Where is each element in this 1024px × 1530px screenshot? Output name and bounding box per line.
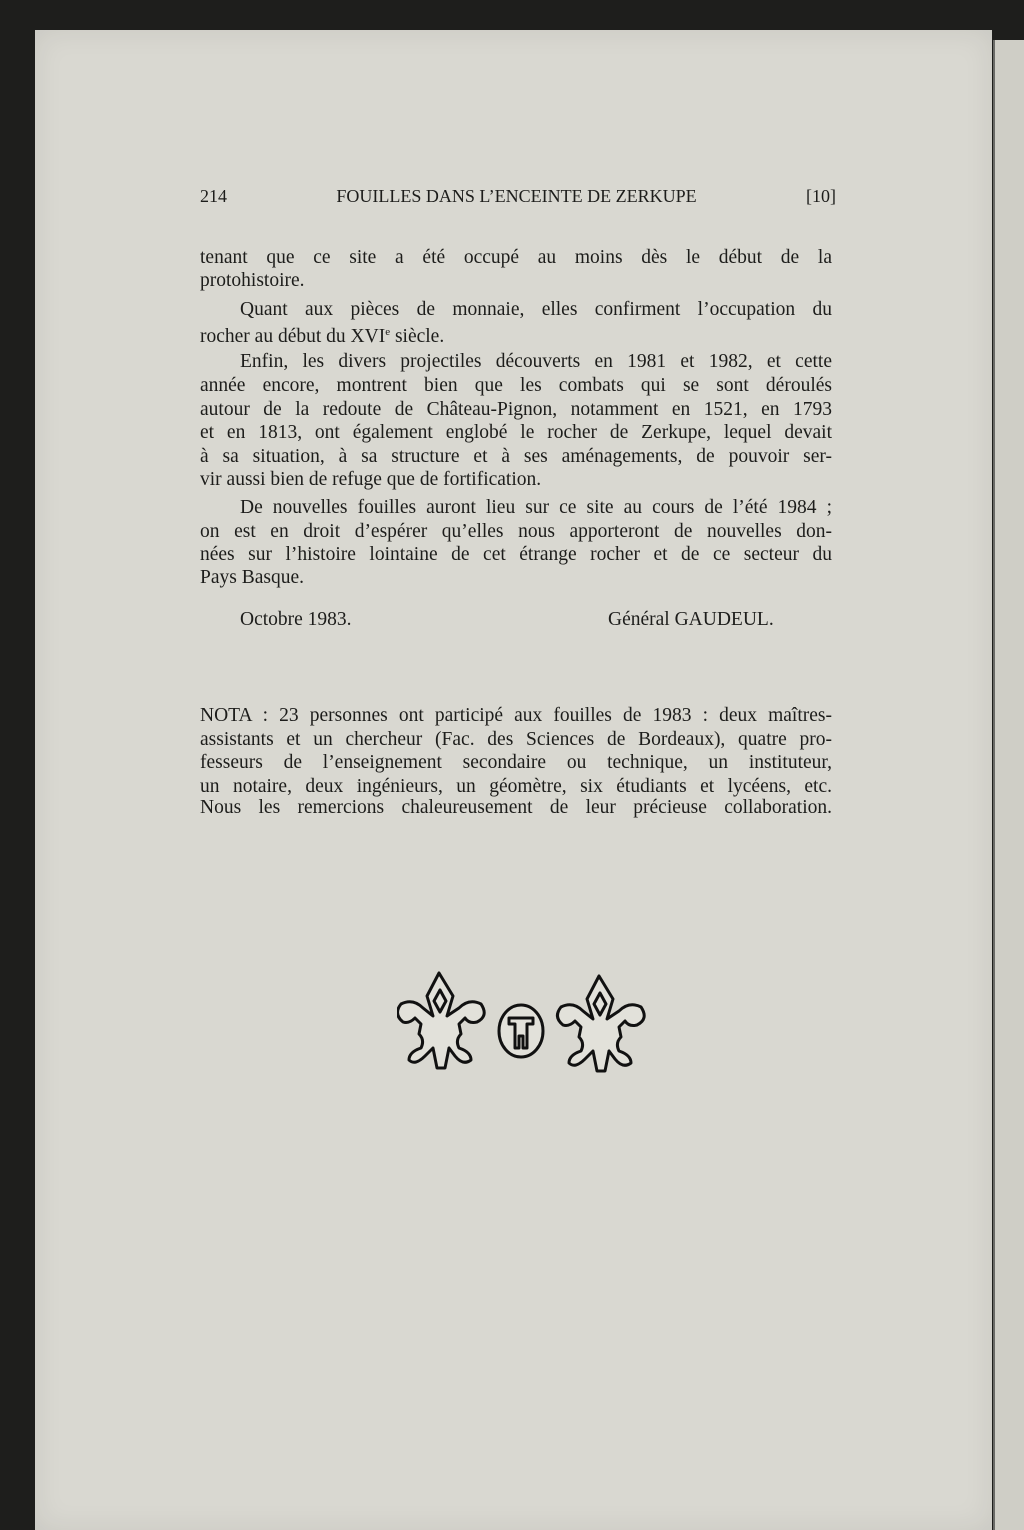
section-number: [10] (805, 186, 836, 206)
superscript: e (385, 326, 391, 338)
text-line: et en 1813, ont également englobé le rocher de Zerkupe, lequel devait (200, 422, 832, 443)
next-page-edge (993, 40, 1024, 1530)
text-line: nées sur l’histoire lointaine de cet étrange rocher et de ce secteur du (200, 544, 832, 565)
fleur-de-lis-icon (557, 976, 644, 1071)
signature-author: Général GAUDEUL. (608, 609, 774, 630)
nota-line: fesseurs de l’enseignement secondaire ou technique, un instituteur, (200, 752, 832, 773)
text-line: on est en droit d’espérer qu’elles nous apporteront de nouvelles don- (200, 521, 832, 542)
text-line: vir aussi bien de refuge que de fortification. (200, 469, 542, 490)
text-line: année encore, montrent bien que les combats qui se sont déroulés (200, 375, 832, 396)
signature-date: Octobre 1983. (240, 609, 352, 630)
fleur-de-lis-icon (397, 973, 484, 1068)
page-number: 214 (200, 186, 227, 206)
text: siècle. (390, 326, 445, 347)
text-line: tenant que ce site a été occupé au moins dès le début de la (200, 247, 832, 268)
fleur-de-lis-ornament (397, 968, 647, 1073)
text-line: autour de la redoute de Château-Pignon, notamment en 1521, en 1793 (200, 399, 832, 420)
text-line: Enfin, les divers projectiles découverts en 1981 et 1982, et cette (240, 351, 832, 372)
text-line: De nouvelles fouilles auront lieu sur ce site au cours de l’été 1984 ; (240, 497, 832, 518)
text-line: protohistoire. (200, 270, 305, 291)
text-line (200, 321, 832, 348)
text-line: Pays Basque. (200, 567, 304, 588)
nota-line: Nous les remercions chaleureusement de leur précieuse collaboration. (200, 797, 832, 818)
nota-line: un notaire, deux ingénieurs, un géomètre, six étudiants et lycéens, etc. (200, 776, 832, 797)
crest-medallion-icon (499, 1005, 543, 1057)
running-title: FOUILLES DANS L’ENCEINTE DE ZERKUPE (336, 186, 697, 206)
nota-line: NOTA : 23 personnes ont participé aux fouilles de 1983 : deux maîtres- (200, 705, 832, 726)
text-line: Quant aux pièces de monnaie, elles confirment l’occupation du (240, 299, 832, 320)
text: rocher au début du XVI (200, 326, 386, 347)
running-header (200, 186, 836, 207)
nota-line: assistants et un chercheur (Fac. des Sciences de Bordeaux), quatre pro- (200, 729, 832, 750)
text-line: à sa situation, à sa structure et à ses aménagements, de pouvoir ser- (200, 446, 832, 467)
